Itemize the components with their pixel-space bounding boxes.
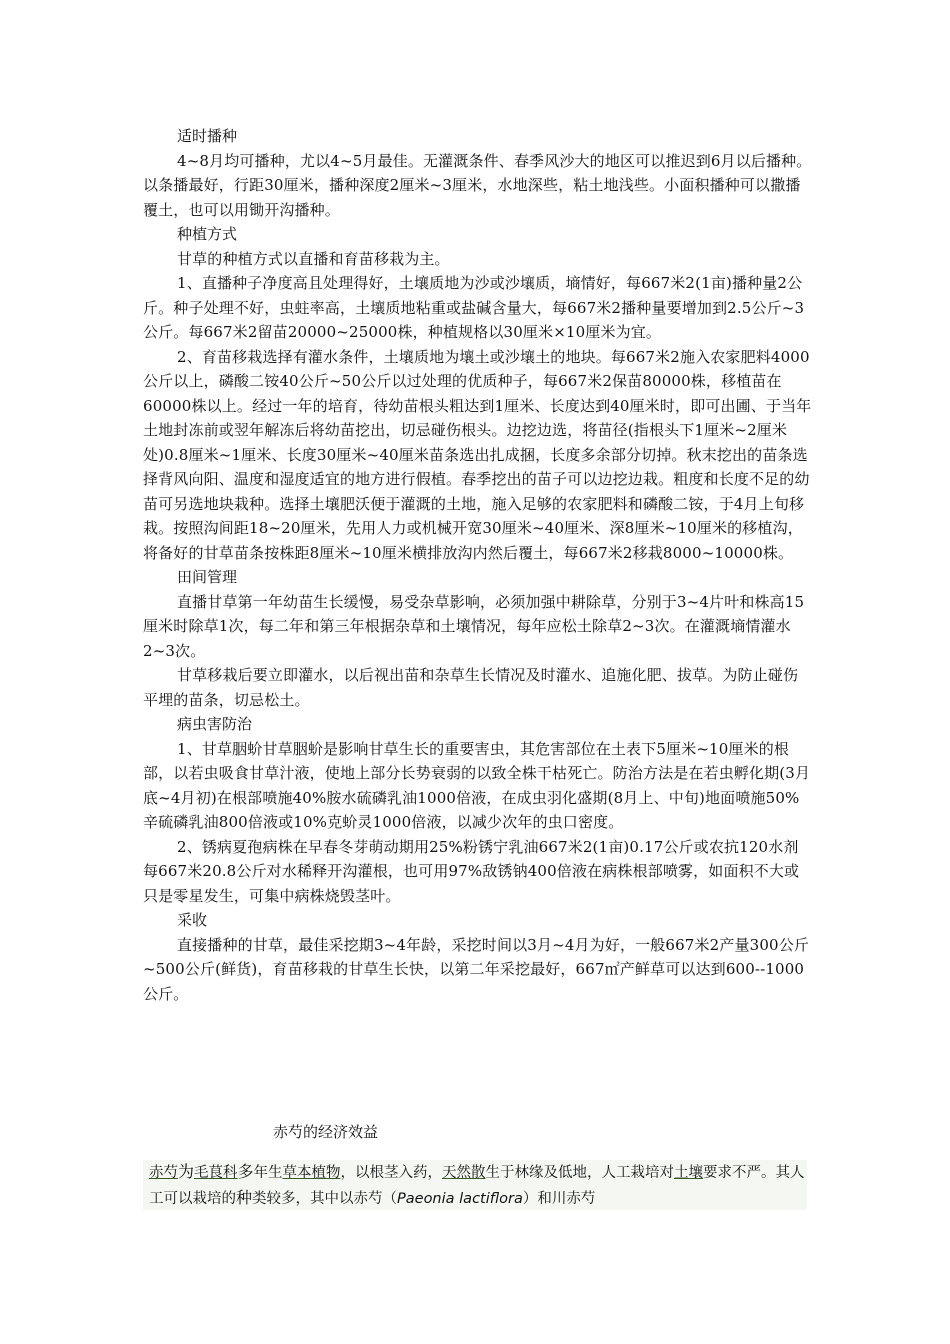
section-heading-field-management: 田间管理 xyxy=(177,568,238,586)
paragraph: 直接播种的甘草，最佳采挖期3~4年龄，采挖时间以3月~4月为好，一般667米2产量300公斤~500公斤(鲜货)，育苗移栽的甘草生长快，以第二年采挖最好，667㎡产鲜草可以达到600--1000公斤。 xyxy=(143,935,810,1003)
link-chishao[interactable]: 赤芍 xyxy=(149,1165,178,1181)
text-fragment: 要求不严。其人工可以栽培的 xyxy=(149,1165,805,1207)
link-maogenke[interactable]: 毛茛科 xyxy=(194,1165,238,1181)
text-fragment: 年生 xyxy=(253,1165,283,1181)
section-heading-sowing: 适时播种 xyxy=(177,127,238,145)
paragraph: 直播甘草第一年幼苗生长缓慢，易受杂草影响，必须加强中耕除草，分别于3~4片叶和株高15厘米时除草1次，每二年和第三年根据杂草和土壤情况，每年应松土除草2~3次。在灌溉墒情灌水2~3次。 xyxy=(143,592,805,660)
paragraph: 1、直播种子净度高且处理得好，土壤质地为沙或沙壤质，墒情好，每667米2(1亩)播种量2公斤。种子处理不好，虫蛀率高，土壤质地粘重或盐碱含量大，每667米2播种量要增加到2.5公斤~3公斤。每667米2留苗20000~25000株，种植规格以30厘米×10厘米为宜。 xyxy=(143,274,805,341)
text-fragment: 生于林缘及低地，人工栽培对 xyxy=(485,1165,675,1181)
econ-title: 赤芍的经济效益 xyxy=(273,1123,379,1141)
link-herbaceous-plant[interactable]: 草本植物 xyxy=(282,1165,341,1181)
section-heading-planting: 种植方式 xyxy=(177,225,238,243)
paragraph: 甘草的种植方式以直播和育苗移栽为主。 xyxy=(177,249,450,268)
paragraph: 甘草移栽后要立即灌水，以后视出苗和杂草生长情况及时灌水、追施化肥、拔草。为防止碰伤平埋的苗条，切忌松土。 xyxy=(143,666,799,709)
section-heading-pest-control: 病虫害防治 xyxy=(177,715,253,733)
link-natural-distribution[interactable]: 天然散 xyxy=(442,1165,486,1181)
section-heading-harvest: 采收 xyxy=(177,911,208,929)
text-fragment: ）和川赤芍 xyxy=(522,1190,596,1207)
document-body xyxy=(143,124,813,1006)
text-fragment: 多 xyxy=(237,1162,254,1181)
pasted-web-snippet xyxy=(143,1160,807,1210)
paragraph: 2、锈病夏孢病株在早春冬芽萌动期用25%粉锈宁乳油667米2(1亩)0.17公斤或农抗120水剂每667米20.8公斤对水稀释开沟灌根，也可用97%敌锈钠400倍液在病株根部喷雾，如面积不大或只是零星发生，可集中病株烧毁茎叶。 xyxy=(143,837,800,905)
text-fragment: ，以根茎入药， xyxy=(340,1165,443,1181)
text-fragment: 种 xyxy=(236,1187,253,1207)
text-fragment: 类较多，其中以赤芍（ xyxy=(252,1190,398,1207)
paragraph: 1、甘草胭蚧甘草胭蚧是影响甘草生长的重要害虫，其危害部位在土表下5厘米~10厘米的根部，以若虫吸食甘草汁液，使地上部分长势衰弱的以致全株干枯死亡。防治方法是在若虫孵化期(3月底~4月初)在根部喷施40%胺水硫磷乳油1000倍液，在成虫羽化盛期(8月上、中旬)地面喷施50%辛硫磷乳油800倍液或10%克蚧灵1000倍液，以减少次年的虫口密度。 xyxy=(143,739,811,831)
text-fragment: 为 xyxy=(178,1162,195,1181)
link-soil[interactable]: 土壤 xyxy=(674,1165,704,1181)
paragraph: 2、育苗移栽选择有灌水条件，土壤质地为壤土或沙壤土的地块。每667米2施入农家肥料4000公斤以上，磷酸二铵40公斤~50公斤以过处理的优质种子，每667米2保苗80000株，移植苗在60000株以上。经过一年的培育，待幼苗根头粗达到1厘米、长度达到40厘米时，即可出圃、于当年土地封冻前或翌年解冻后将幼苗挖出，切忌碰伤根头。边挖边选，将苗径(指根头下1厘米~2厘米处)0.8厘米~1厘米、长度30厘米~40厘米苗条选出扎成捆，长度多余部分切掉。秋末挖出的苗条选择背风向阳、温度和湿度适宜的地方进行假植。春季挖出的苗子可以边挖边栽。粗度和长度不足的幼苗可另选地块栽种。选择土壤肥沃便于灌溉的土地，施入足够的农家肥料和磷酸二铵，于4月上旬移栽。按照沟间距18~20厘米，先用人力或机械开宽30厘米~40厘米、深8厘米~10厘米的移植沟，将备好的甘草苗条按株距8厘米~10厘米横排放沟内然后覆土，每667米2移栽8000~10000株。 xyxy=(143,347,812,562)
latin-name: Paeonia lactiflora xyxy=(397,1190,523,1207)
paragraph: 4~8月均可播种，尤以4~5月最佳。无灌溉条件、春季风沙大的地区可以推迟到6月以后播种。以条播最好，行距30厘米，播种深度2厘米~3厘米，水地深些，粘土地浅些。小面积播种可以撒播覆土，也可以用锄开沟播种。 xyxy=(143,151,812,219)
